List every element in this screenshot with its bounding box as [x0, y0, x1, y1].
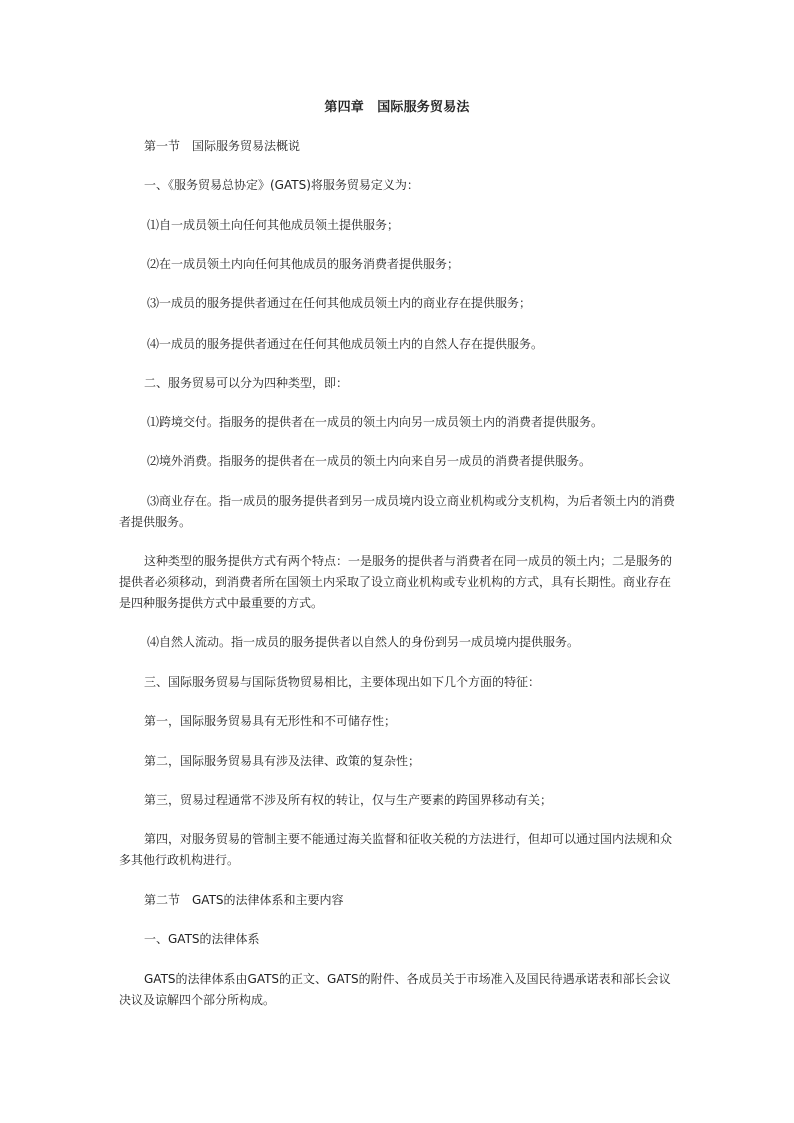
- paragraph: 这种类型的服务提供方式有两个特点：一是服务的提供者与消费者在同一成员的领土内；二是服务的提供者必须移动，到消费者所在国领土内采取了设立商业机构或专业机构的方式，具有长期性。商业存在是四种服务提供方式中最重要的方式。: [119, 554, 673, 610]
- list-item: ⑴跨境交付。指服务的提供者在一成员的领土内向另一成员领土内的消费者提供服务。: [147, 415, 604, 429]
- list-item: ⑵境外消费。指服务的提供者在一成员的领土内向来自另一成员的消费者提供服务。: [147, 454, 592, 468]
- paragraph: 三、国际服务贸易与国际货物贸易相比，主要体现出如下几个方面的特征：: [144, 675, 541, 689]
- paragraph: 第三，贸易过程通常不涉及所有权的转让，仅与生产要素的跨国界移动有关；: [144, 793, 553, 807]
- list-item: ⑶一成员的服务提供者通过在任何其他成员领土内的商业存在提供服务；: [147, 296, 532, 310]
- section-heading: 第二节 GATS的法律体系和主要内容: [144, 893, 344, 907]
- paragraph: GATS的法律体系由GATS的正文、GATS的附件、各成员关于市场准入及国民待遇承诺表和部长会议决议及谅解四个部分所构成。: [119, 972, 671, 1007]
- paragraph: 一、GATS的法律体系: [144, 932, 260, 946]
- paragraph: 一、《服务贸易总协定》(GATS)将服务贸易定义为：: [144, 178, 419, 192]
- list-item: ⑷自然人流动。指一成员的服务提供者以自然人的身份到另一成员境内提供服务。: [147, 635, 580, 649]
- list-item: ⑶商业存在。指一成员的服务提供者到另一成员境内设立商业机构或分支机构，为后者领土内的消费者提供服务。: [119, 494, 676, 529]
- paragraph: 二、服务贸易可以分为四种类型，即：: [144, 376, 349, 390]
- list-item: ⑵在一成员领土内向任何其他成员的服务消费者提供服务；: [147, 257, 460, 271]
- paragraph: 第一，国际服务贸易具有无形性和不可储存性；: [144, 714, 397, 728]
- list-item: ⑷一成员的服务提供者通过在任何其他成员领土内的自然人存在提供服务。: [147, 337, 544, 351]
- section-heading: 第一节 国际服务贸易法概说: [144, 139, 301, 153]
- chapter-title: 第四章 国际服务贸易法: [324, 100, 470, 115]
- paragraph: 第二，国际服务贸易具有涉及法律、政策的复杂性；: [144, 754, 421, 768]
- paragraph: 第四，对服务贸易的管制主要不能通过海关监督和征收关税的方法进行，但却可以通过国内法规和众多其他行政机构进行。: [119, 832, 673, 867]
- list-item: ⑴自一成员领土向任何其他成员领土提供服务；: [147, 218, 400, 232]
